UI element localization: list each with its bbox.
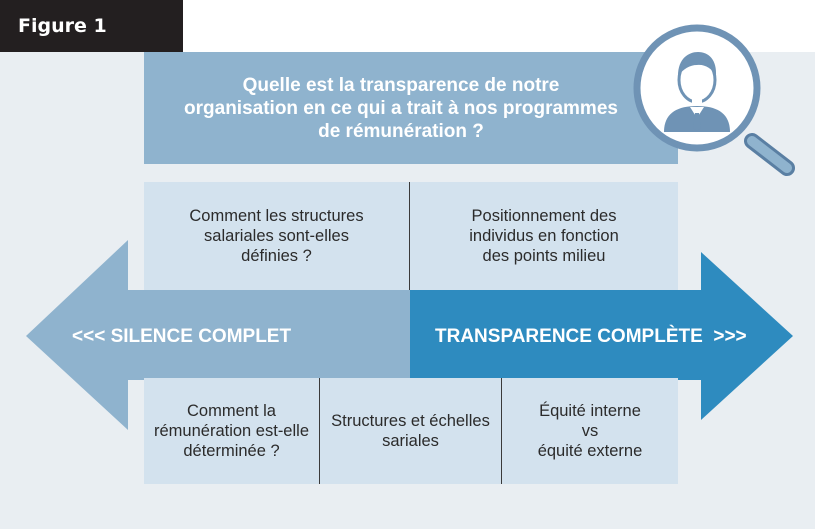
cell-line: salariales sont-elles [204,227,349,245]
cell-line: Comment la [187,402,276,420]
cell-line: des points milieu [482,247,606,265]
cell-line: Comment les structures [189,207,364,225]
question-line: organisation en ce qui a trait à nos programmes [184,97,618,119]
cell-line: rémunération est-elle [154,422,309,440]
cell-line: Structures et échelles [331,412,490,430]
magnifier-handle [752,141,787,168]
left-arrow-text: SILENCE COMPLET [110,326,292,347]
cell-line: équité externe [537,442,643,460]
question-line: de rémunération ? [318,120,484,142]
right-arrow-suffix: >>> [713,326,747,347]
cell-line: Positionnement des [471,207,617,225]
cell-line: sariales [382,432,439,450]
cell-line: individus en fonction [469,227,619,245]
cell-line: Équité interne [539,402,641,420]
cell-line: déterminée ? [183,442,280,460]
cell-line: vs [581,422,599,440]
cell-line: définies ? [241,247,312,265]
right-arrow-text: TRANSPARENCE COMPLÈTE [435,326,703,347]
question-line: Quelle est la transparence de notre [242,74,560,96]
left-arrow-prefix: <<< [72,326,106,347]
figure-label-text: Figure 1 [18,15,107,37]
